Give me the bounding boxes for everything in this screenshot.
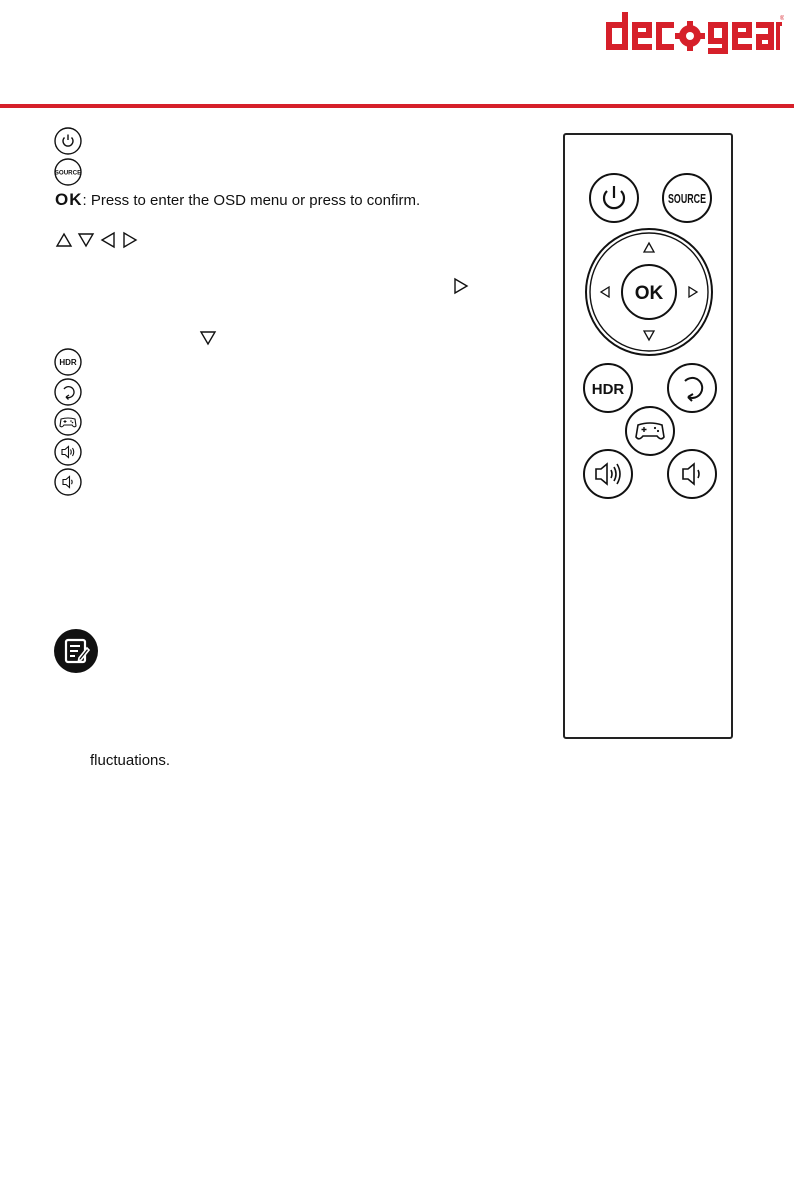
remote-source-label: SOURCE <box>668 191 707 206</box>
remote-buttons <box>565 135 731 737</box>
remote-volume-down-button <box>668 450 716 498</box>
left-arrow-icon <box>99 231 117 249</box>
ok-key-label: OK <box>55 190 83 209</box>
remote-right-arrow-icon <box>689 287 697 297</box>
svg-text:®: ® <box>780 16 784 22</box>
remote-game-button <box>626 407 674 455</box>
remote-power-button <box>590 174 638 222</box>
power-icon <box>53 126 83 156</box>
remote-down-arrow-icon <box>644 331 654 340</box>
ok-description <box>55 190 420 210</box>
refresh-icon <box>53 377 83 407</box>
remote-source-button <box>663 174 711 222</box>
remote-ok-label: OK <box>634 283 664 304</box>
remote-hdr-button <box>584 364 632 412</box>
remote-control-illustration <box>563 133 733 739</box>
down-arrow-icon <box>77 231 95 249</box>
remote-refresh-button <box>668 364 716 412</box>
svg-text:HDR: HDR <box>59 358 77 367</box>
remote-dpad <box>586 229 712 355</box>
volume-up-icon <box>53 437 83 467</box>
gamepad-icon <box>53 407 83 437</box>
down-arrow-icon <box>199 329 217 347</box>
remote-up-arrow-icon <box>644 243 654 252</box>
source-icon <box>53 157 83 187</box>
note-icon <box>53 628 99 674</box>
arrow-keys-legend <box>55 229 139 251</box>
right-arrow-icon <box>121 231 139 249</box>
remote-hdr-label: HDR <box>591 381 625 398</box>
volume-down-icon <box>53 467 83 497</box>
ok-description-text: : Press to enter the OSD menu or press to confirm. <box>82 192 421 209</box>
right-arrow-icon <box>452 277 470 295</box>
deco-gear-logo <box>602 10 784 56</box>
note-tail-text: fluctuations. <box>90 752 171 769</box>
hdr-icon <box>53 347 83 377</box>
svg-text:SOURCE: SOURCE <box>54 169 82 177</box>
header-divider <box>0 104 794 108</box>
remote-volume-up-button <box>584 450 632 498</box>
brand-logo <box>602 10 784 56</box>
remote-left-arrow-icon <box>601 287 609 297</box>
up-arrow-icon <box>55 231 73 249</box>
